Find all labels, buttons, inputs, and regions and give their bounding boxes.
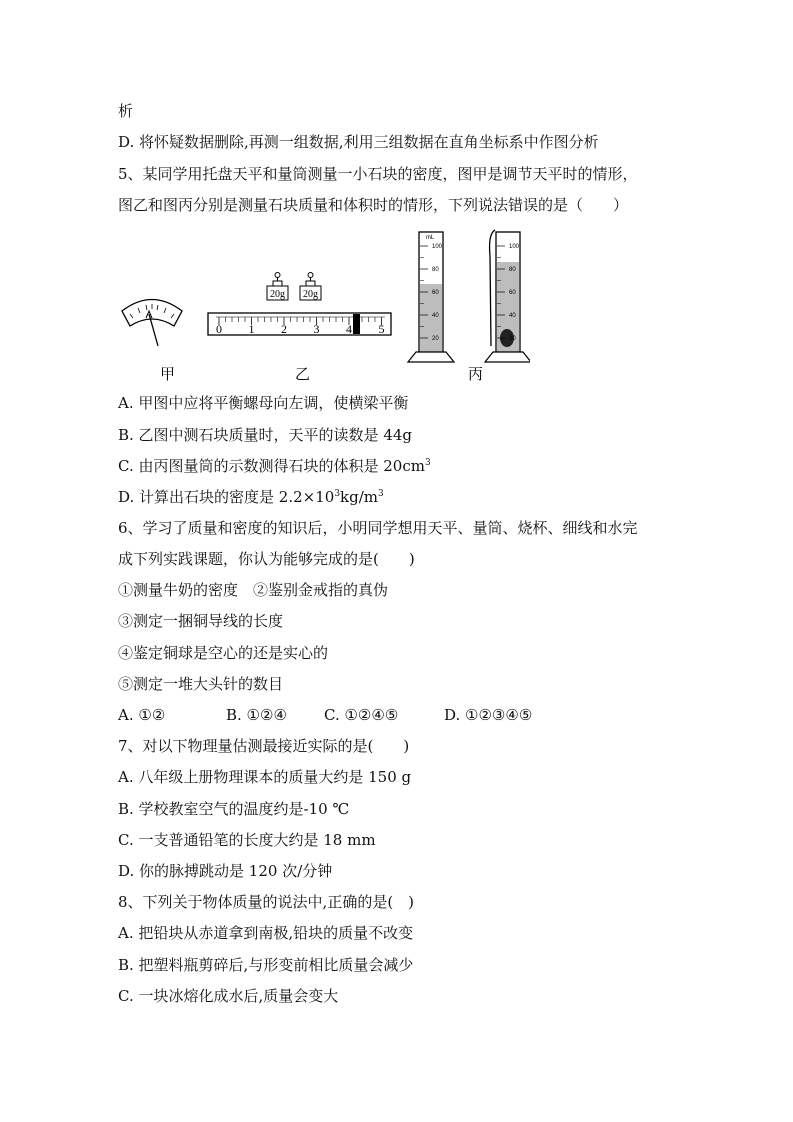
question-7-option-a: A. 八年级上册物理课本的质量大约是 150 g (118, 768, 412, 786)
scale-tick-label: 4 (346, 322, 352, 336)
question-6-item-2: ③测定一捆铜导线的长度 (118, 612, 284, 630)
cylinder-tick-label: 60 (509, 290, 516, 296)
rider-weight (353, 314, 360, 334)
question-5-stem-2: 图乙和图丙分别是测量石块质量和体积时的情形，下列说法错误的是（ ） (118, 196, 629, 214)
cylinder-tick-label: 80 (432, 267, 439, 273)
question-5-figure (110, 226, 530, 386)
q6-option-a: A. ①② (118, 706, 166, 724)
beam-scale (208, 273, 391, 337)
question-8-option-b: B. 把塑料瓶剪碎后,与形变前相比质量会减少 (118, 956, 414, 974)
question-6-item-3: ④鉴定铜球是空心的还是实心的 (118, 644, 329, 662)
q6-option-d: D. ①②③④⑤ (444, 706, 533, 724)
cylinder-tick-label: 100 (432, 244, 443, 250)
question-7-option-c: C. 一支普通铅笔的长度大约是 18 mm (118, 831, 376, 849)
question-8-option-c: C. 一块冰熔化成水后,质量会变大 (118, 987, 339, 1005)
question-7-option-b: B. 学校教室空气的温度约是-10 ℃ (118, 800, 350, 818)
graduated-cylinder-water (408, 232, 454, 362)
weight-label-2: 20g (303, 289, 318, 300)
balance-dial (122, 300, 182, 347)
question-5-option-d (118, 487, 384, 507)
cylinder-tick-label: 40 (509, 313, 516, 319)
thread (490, 230, 495, 346)
cylinder-tick-label: 20 (509, 336, 516, 342)
scale-tick-label: 5 (378, 322, 385, 336)
question-5-option-c (118, 456, 431, 476)
cylinder-tick-label: 40 (432, 313, 439, 319)
graduated-cylinder-with-stone (485, 230, 530, 362)
figure-label-jia: 甲 (160, 365, 176, 383)
q5d-text: D. 计算出石块的密度是 2.2×10 (118, 488, 335, 506)
cylinder-tick-label: 80 (509, 267, 516, 273)
scale-tick-label: 1 (248, 322, 255, 336)
question-6-item-4: ⑤测定一堆大头针的数目 (118, 675, 284, 693)
scale-tick-label: 3 (313, 322, 320, 336)
option-d-prev: D. 将怀疑数据删除,再测一组数据,利用三组数据在直角坐标系中作图分析 (118, 133, 599, 151)
cylinder-tick-label: 100 (509, 244, 520, 250)
figure-label-bing: 丙 (468, 365, 484, 383)
q5d-sup: 3 (334, 489, 341, 499)
question-5-option-b: B. 乙图中测石块质量时，天平的读数是 44g (118, 426, 413, 444)
cyl1-unit: mL (425, 235, 435, 241)
weight-label-1: 20g (270, 289, 285, 300)
question-5-stem-1: 5、某同学用托盘天平和量筒测量一小石块的密度，图甲是调节天平时的情形， (118, 165, 638, 183)
question-6-options (118, 705, 532, 725)
q5c-sup: 3 (424, 458, 431, 468)
figure-label-yi: 乙 (295, 365, 311, 383)
question-6-stem-1: 6、学习了质量和密度的知识后，小明同学想用天平、量筒、烧杯、细线和水完 (118, 519, 638, 537)
scale-tick-label: 2 (281, 322, 287, 336)
cylinder-tick-label: 60 (432, 290, 439, 296)
question-6-stem-2: 成下列实践课题，你认为能够完成的是( ) (118, 550, 415, 568)
question-7-option-d: D. 你的脉搏跳动是 120 次/分钟 (118, 862, 333, 880)
question-6-item-1: ①测量牛奶的密度 ②鉴别金戒指的真伪 (118, 581, 389, 599)
question-8-option-a: A. 把铅块从赤道拿到南极,铅块的质量不改变 (118, 924, 414, 942)
q5d-sup2: 3 (378, 489, 384, 499)
cylinder-tick-label: 20 (432, 336, 439, 342)
question-5-option-a: A. 甲图中应将平衡螺母向左调，使横梁平衡 (118, 394, 409, 412)
q5d-unit: kg/m (340, 488, 379, 506)
scale-tick-label: 0 (216, 322, 222, 336)
q6-option-b: B. ①②④ (226, 706, 287, 724)
q6-option-c: C. ①②④⑤ (324, 706, 399, 724)
q5c-text: C. 由丙图量筒的示数测得石块的体积是 20cm (118, 457, 425, 475)
question-8-stem: 8、下列关于物体质量的说法中,正确的是( ) (118, 893, 415, 911)
line-fragment: 析 (118, 102, 134, 120)
question-7-stem: 7、对以下物理量估测最接近实际的是( ) (118, 737, 410, 755)
